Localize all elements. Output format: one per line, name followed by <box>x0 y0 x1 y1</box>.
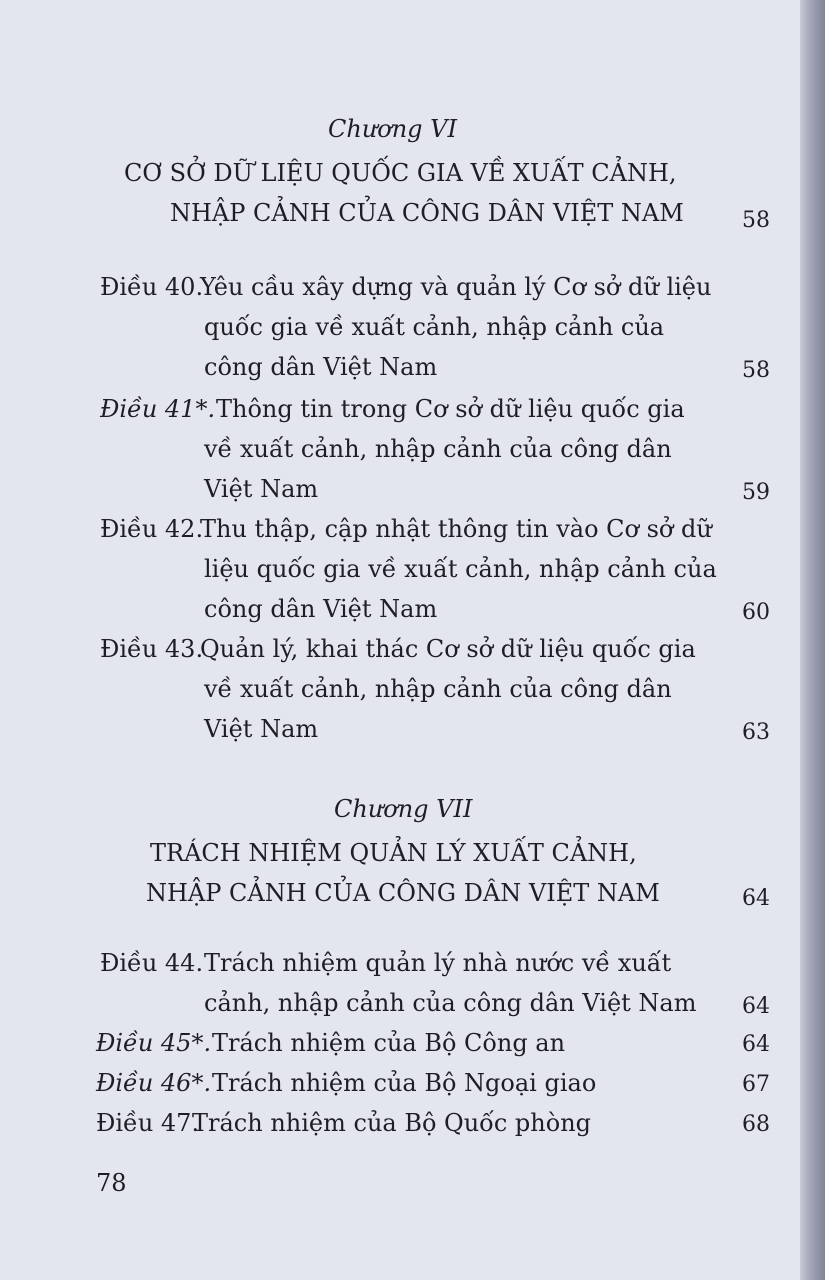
article-42-line-1: Thu thập, cập nhật thông tin vào Cơ sở dữ <box>200 515 712 543</box>
article-43-line-2: về xuất cảnh, nhập cảnh của công dân <box>204 675 672 703</box>
article-45-line-1: Trách nhiệm của Bộ Công an <box>212 1029 566 1057</box>
chapter-6-label: Chương VI <box>328 115 457 143</box>
article-41-line-3: Việt Nam <box>204 475 319 503</box>
article-43-page: 63 <box>742 720 770 745</box>
article-45-label: Điều 45*. <box>96 1029 212 1057</box>
article-47-label: Điều 47. <box>96 1109 200 1137</box>
chapter-7-title-line-2: NHẬP CẢNH CỦA CÔNG DÂN VIỆT NAM <box>146 879 660 907</box>
article-40-line-1: Yêu cầu xây dựng và quản lý Cơ sở dữ liệu <box>200 273 712 301</box>
article-41-page: 59 <box>742 480 770 505</box>
article-44-label: Điều 44. <box>100 949 204 977</box>
article-46-page: 67 <box>742 1072 770 1097</box>
article-44-line-1: Trách nhiệm quản lý nhà nước về xuất <box>204 949 672 977</box>
article-42-page: 60 <box>742 600 770 625</box>
page-number: 78 <box>96 1169 127 1197</box>
chapter-6-page: 58 <box>742 208 770 233</box>
article-46-line-1: Trách nhiệm của Bộ Ngoại giao <box>212 1069 597 1097</box>
chapter-7-title-line-1: TRÁCH NHIỆM QUẢN LÝ XUẤT CẢNH, <box>150 839 637 867</box>
article-40-line-2: quốc gia về xuất cảnh, nhập cảnh của <box>204 313 665 341</box>
article-42-line-3: công dân Việt Nam <box>204 595 438 623</box>
article-40-label: Điều 40. <box>100 273 204 301</box>
page-edge <box>800 0 825 1280</box>
article-42-line-2: liệu quốc gia về xuất cảnh, nhập cảnh của <box>204 555 717 583</box>
article-45-page: 64 <box>742 1032 770 1057</box>
chapter-6-title-line-1: CƠ SỞ DỮ LIỆU QUỐC GIA VỀ XUẤT CẢNH, <box>124 159 677 187</box>
article-47-line-1: Trách nhiệm của Bộ Quốc phòng <box>192 1109 592 1137</box>
article-43-label: Điều 43. <box>100 635 204 663</box>
article-46-label: Điều 46*. <box>96 1069 212 1097</box>
article-47-page: 68 <box>742 1112 770 1137</box>
article-41-line-1: Thông tin trong Cơ sở dữ liệu quốc gia <box>216 395 685 423</box>
article-40-page: 58 <box>742 358 770 383</box>
article-42-label: Điều 42. <box>100 515 204 543</box>
article-44-line-2: cảnh, nhập cảnh của công dân Việt Nam <box>204 989 697 1017</box>
article-41-line-2: về xuất cảnh, nhập cảnh của công dân <box>204 435 672 463</box>
article-44-page: 64 <box>742 994 770 1019</box>
chapter-7-page: 64 <box>742 886 770 911</box>
article-41-label: Điều 41*. <box>100 395 216 423</box>
article-43-line-3: Việt Nam <box>204 715 319 743</box>
article-43-line-1: Quản lý, khai thác Cơ sở dữ liệu quốc gia <box>200 635 696 663</box>
chapter-6-title-line-2: NHẬP CẢNH CỦA CÔNG DÂN VIỆT NAM <box>170 199 684 227</box>
chapter-7-label: Chương VII <box>334 795 473 823</box>
article-40-line-3: công dân Việt Nam <box>204 353 438 381</box>
